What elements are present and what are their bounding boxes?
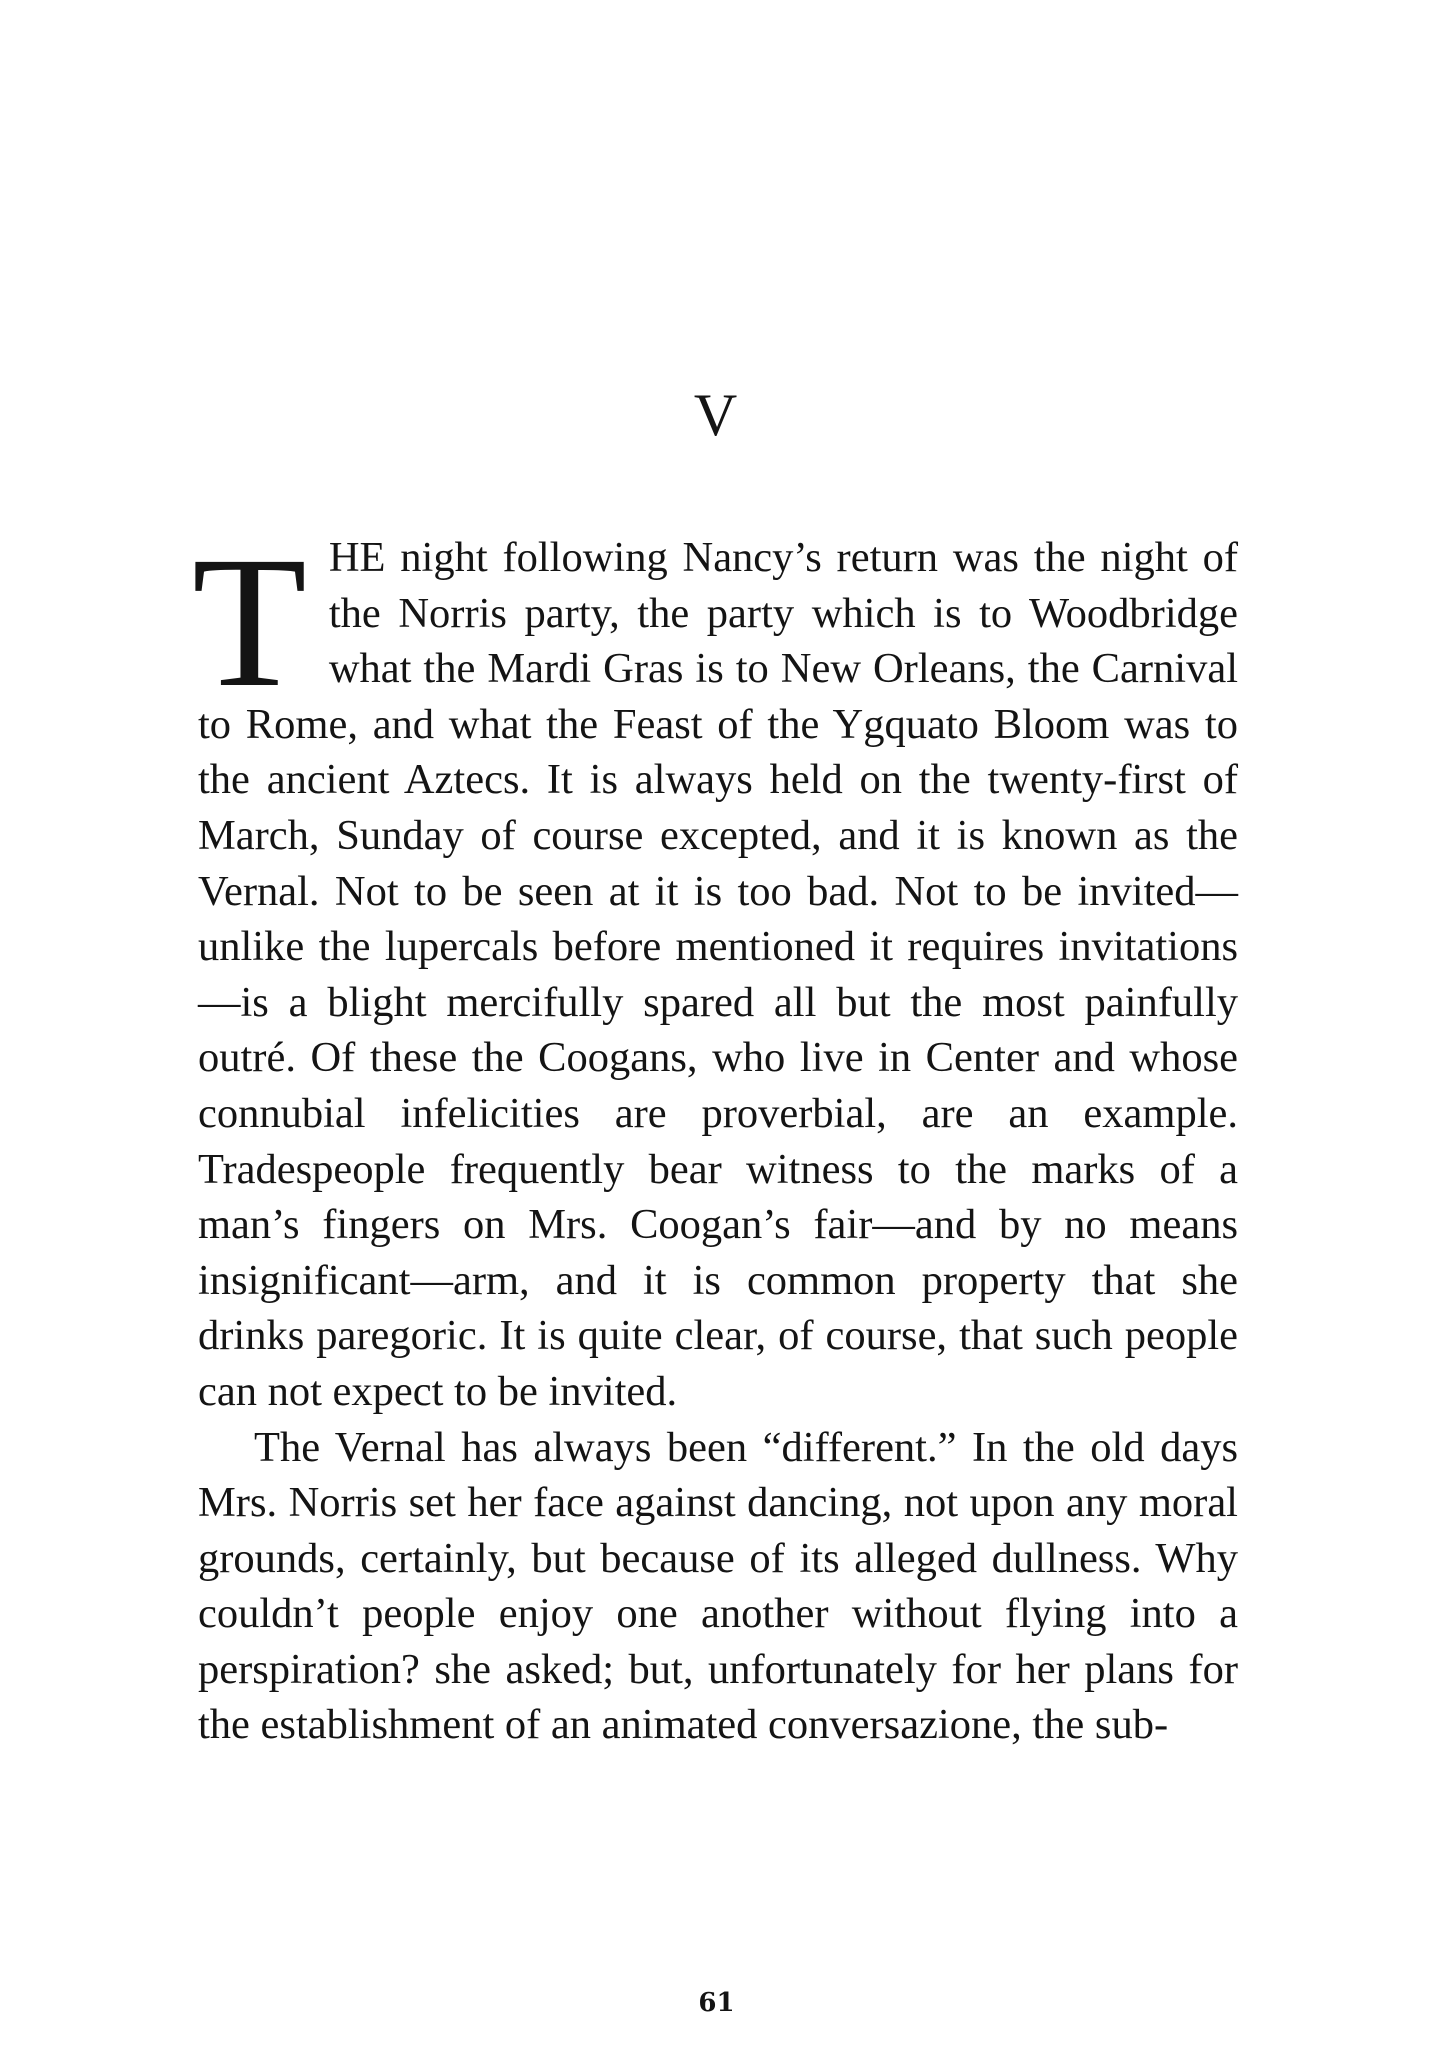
paragraph-1 [192, 517, 1238, 1420]
chapter-number: V [693, 382, 740, 448]
body-text [192, 517, 1238, 1753]
paragraph-1-text: HE night following Nancy’s return was the night of the Norris party, the party which is to Woodbridge what the Mardi Gras is to New Orleans, the Carnival to Rome, and what the Feast of the Ygquato Bloom was to the ancient Aztecs. It is always held on the twenty-first of March, Sunday of course excepted, and it is known as the Vernal. Not to be seen at it is too bad. Not to be invited—unlike the lupercals before mentioned it requires invitations—is a blight mercifully spared all but the most painfully outré. Of these the Coogans, who live in Center and whose connubial infelicities are proverbial, are an example. Tradespeople frequently bear witness to the marks of a man’s fingers on Mrs. Coogan’s fair—and by no means insignificant—arm, and it is common property that she drinks paregoric. It is quite clear, of course, that such people can not expect to be invited. [198, 534, 1238, 1415]
drop-cap: T [192, 517, 307, 726]
page-number: 61 [698, 1988, 735, 2018]
paragraph-2: The Vernal has always been “different.” In the old days Mrs. Norris set her face against dancing, not upon any moral grounds, certainly, but because of its alleged dullness. Why couldn’t people enjoy one another without flying into a perspiration? she asked; but, unfortunately for her plans for the establishment of an animated conversazione, the sub- [198, 1423, 1238, 1749]
